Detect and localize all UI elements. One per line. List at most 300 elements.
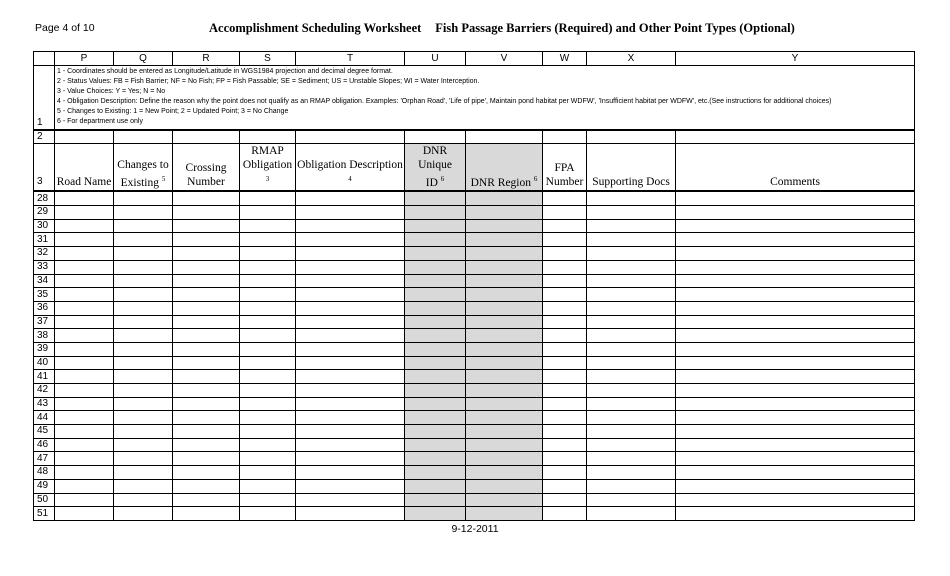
cell[interactable]: [543, 397, 587, 411]
cell[interactable]: [405, 452, 466, 466]
cell[interactable]: [240, 274, 296, 288]
cell[interactable]: [114, 438, 173, 452]
cell[interactable]: [55, 219, 114, 233]
cell[interactable]: [587, 288, 676, 302]
cell[interactable]: [173, 342, 240, 356]
cell[interactable]: [543, 233, 587, 247]
cell[interactable]: [405, 288, 466, 302]
row-number[interactable]: 47: [34, 452, 55, 466]
row-number[interactable]: 41: [34, 370, 55, 384]
cell[interactable]: [240, 301, 296, 315]
cell[interactable]: [114, 191, 173, 205]
row-number[interactable]: 3: [34, 143, 55, 191]
cell[interactable]: [405, 438, 466, 452]
cell[interactable]: [676, 452, 915, 466]
cell[interactable]: [676, 356, 915, 370]
cell[interactable]: [296, 274, 405, 288]
cell[interactable]: [405, 274, 466, 288]
cell[interactable]: [543, 356, 587, 370]
cell[interactable]: [587, 247, 676, 261]
cell[interactable]: [240, 191, 296, 205]
cell[interactable]: [173, 130, 240, 144]
cell[interactable]: [466, 191, 543, 205]
cell[interactable]: [114, 315, 173, 329]
cell[interactable]: [405, 342, 466, 356]
cell[interactable]: [173, 397, 240, 411]
cell[interactable]: [587, 452, 676, 466]
cell[interactable]: [587, 384, 676, 398]
footnote-ref: 6: [440, 174, 445, 183]
cell[interactable]: [296, 219, 405, 233]
cell[interactable]: [296, 342, 405, 356]
cell[interactable]: [55, 342, 114, 356]
cell[interactable]: [543, 479, 587, 493]
cell[interactable]: [173, 260, 240, 274]
cell[interactable]: [296, 466, 405, 480]
cell[interactable]: [466, 397, 543, 411]
row-number[interactable]: 2: [34, 130, 55, 144]
cell[interactable]: [676, 411, 915, 425]
cell[interactable]: [296, 370, 405, 384]
cell[interactable]: [587, 356, 676, 370]
row-number[interactable]: 34: [34, 274, 55, 288]
cell[interactable]: [587, 425, 676, 439]
cell[interactable]: [240, 452, 296, 466]
cell[interactable]: [55, 384, 114, 398]
row-number[interactable]: 35: [34, 288, 55, 302]
cell[interactable]: [173, 356, 240, 370]
cell[interactable]: [296, 288, 405, 302]
cell[interactable]: [173, 329, 240, 343]
cell[interactable]: [55, 233, 114, 247]
cell[interactable]: [543, 493, 587, 507]
cell[interactable]: [55, 315, 114, 329]
cell[interactable]: [587, 274, 676, 288]
cell[interactable]: [543, 288, 587, 302]
cell[interactable]: [114, 301, 173, 315]
column-letter[interactable]: R: [173, 52, 240, 66]
cell[interactable]: [466, 493, 543, 507]
cell[interactable]: [587, 219, 676, 233]
header-fpa-number[interactable]: [543, 143, 587, 191]
header-obligation-description[interactable]: [296, 143, 405, 191]
cell[interactable]: [240, 507, 296, 521]
cell[interactable]: [55, 288, 114, 302]
cell[interactable]: [466, 260, 543, 274]
cell[interactable]: [676, 130, 915, 144]
cell[interactable]: [240, 493, 296, 507]
cell[interactable]: [55, 329, 114, 343]
cell[interactable]: [676, 425, 915, 439]
cell[interactable]: [173, 247, 240, 261]
cell[interactable]: [587, 191, 676, 205]
cell[interactable]: [55, 411, 114, 425]
cell[interactable]: [114, 329, 173, 343]
header-crossing-number[interactable]: [173, 143, 240, 191]
cell[interactable]: [173, 493, 240, 507]
cell[interactable]: [587, 466, 676, 480]
cell[interactable]: [676, 370, 915, 384]
cell[interactable]: [466, 315, 543, 329]
cell[interactable]: [676, 288, 915, 302]
row-number[interactable]: 40: [34, 356, 55, 370]
cell[interactable]: [676, 247, 915, 261]
cell[interactable]: [466, 130, 543, 144]
cell[interactable]: [55, 438, 114, 452]
cell[interactable]: [55, 260, 114, 274]
cell[interactable]: [296, 425, 405, 439]
cell[interactable]: [55, 130, 114, 144]
cell[interactable]: [543, 384, 587, 398]
cell[interactable]: [405, 384, 466, 398]
cell[interactable]: [466, 356, 543, 370]
cell[interactable]: [676, 206, 915, 220]
cell[interactable]: [296, 397, 405, 411]
cell[interactable]: [587, 370, 676, 384]
cell[interactable]: [173, 384, 240, 398]
cell[interactable]: [240, 397, 296, 411]
header-supporting-docs[interactable]: [587, 143, 676, 191]
row-number[interactable]: 43: [34, 397, 55, 411]
cell[interactable]: [296, 493, 405, 507]
column-letter[interactable]: T: [296, 52, 405, 66]
cell[interactable]: [405, 411, 466, 425]
cell[interactable]: [466, 411, 543, 425]
cell[interactable]: [114, 384, 173, 398]
cell[interactable]: [587, 329, 676, 343]
cell[interactable]: [405, 191, 466, 205]
cell[interactable]: [587, 233, 676, 247]
cell[interactable]: [55, 191, 114, 205]
cell[interactable]: [543, 219, 587, 233]
cell[interactable]: [676, 315, 915, 329]
cell[interactable]: [114, 342, 173, 356]
notes-cell[interactable]: [55, 66, 915, 130]
cell[interactable]: [240, 130, 296, 144]
cell[interactable]: [405, 466, 466, 480]
cell[interactable]: [296, 301, 405, 315]
column-letter[interactable]: Q: [114, 52, 173, 66]
cell[interactable]: [676, 479, 915, 493]
cell[interactable]: [466, 479, 543, 493]
cell[interactable]: [173, 370, 240, 384]
cell[interactable]: [543, 411, 587, 425]
cell[interactable]: [676, 438, 915, 452]
cell[interactable]: [405, 425, 466, 439]
row-number[interactable]: 39: [34, 342, 55, 356]
cell[interactable]: [466, 466, 543, 480]
cell[interactable]: [466, 370, 543, 384]
cell[interactable]: [405, 493, 466, 507]
cell[interactable]: [173, 479, 240, 493]
cell[interactable]: [55, 425, 114, 439]
cell[interactable]: [405, 356, 466, 370]
cell[interactable]: [587, 260, 676, 274]
cell[interactable]: [173, 274, 240, 288]
cell[interactable]: [114, 479, 173, 493]
row-number[interactable]: 38: [34, 329, 55, 343]
cell[interactable]: [114, 130, 173, 144]
cell[interactable]: [543, 206, 587, 220]
cell[interactable]: [543, 315, 587, 329]
cell[interactable]: [296, 438, 405, 452]
cell[interactable]: [173, 219, 240, 233]
cell[interactable]: [296, 329, 405, 343]
header-road-name[interactable]: [55, 143, 114, 191]
cell[interactable]: [543, 260, 587, 274]
row-number[interactable]: 49: [34, 479, 55, 493]
cell[interactable]: [173, 425, 240, 439]
cell[interactable]: [543, 247, 587, 261]
column-letter[interactable]: V: [466, 52, 543, 66]
cell[interactable]: [543, 466, 587, 480]
cell[interactable]: [55, 206, 114, 220]
cell[interactable]: [587, 397, 676, 411]
cell[interactable]: [405, 329, 466, 343]
cell[interactable]: [114, 493, 173, 507]
cell[interactable]: [114, 247, 173, 261]
column-letter[interactable]: P: [55, 52, 114, 66]
cell[interactable]: [173, 466, 240, 480]
cell[interactable]: [114, 452, 173, 466]
cell[interactable]: [543, 329, 587, 343]
cell[interactable]: [114, 397, 173, 411]
cell[interactable]: [55, 397, 114, 411]
cell[interactable]: [587, 130, 676, 144]
cell[interactable]: [240, 219, 296, 233]
cell[interactable]: [466, 301, 543, 315]
cell[interactable]: [587, 493, 676, 507]
row-number[interactable]: 33: [34, 260, 55, 274]
cell[interactable]: [466, 438, 543, 452]
cell[interactable]: [543, 130, 587, 144]
cell[interactable]: [466, 342, 543, 356]
cell[interactable]: [173, 301, 240, 315]
cell[interactable]: [676, 384, 915, 398]
cell[interactable]: [240, 370, 296, 384]
cell[interactable]: [296, 356, 405, 370]
cell[interactable]: [466, 507, 543, 521]
cell[interactable]: [114, 260, 173, 274]
cell[interactable]: [543, 425, 587, 439]
cell[interactable]: [240, 206, 296, 220]
cell[interactable]: [114, 370, 173, 384]
row-number[interactable]: 1: [34, 66, 55, 130]
cell[interactable]: [676, 219, 915, 233]
cell[interactable]: [173, 315, 240, 329]
row-number[interactable]: 36: [34, 301, 55, 315]
cell[interactable]: [296, 247, 405, 261]
cell[interactable]: [466, 274, 543, 288]
cell[interactable]: [405, 397, 466, 411]
cell[interactable]: [240, 411, 296, 425]
cell[interactable]: [114, 411, 173, 425]
cell[interactable]: [114, 288, 173, 302]
row-number[interactable]: 50: [34, 493, 55, 507]
cell[interactable]: [405, 130, 466, 144]
row-number[interactable]: 46: [34, 438, 55, 452]
cell[interactable]: [543, 438, 587, 452]
cell[interactable]: [587, 479, 676, 493]
cell[interactable]: [114, 425, 173, 439]
cell[interactable]: [173, 452, 240, 466]
cell[interactable]: [405, 260, 466, 274]
row-number[interactable]: 28: [34, 191, 55, 205]
cell[interactable]: [114, 219, 173, 233]
cell[interactable]: [587, 315, 676, 329]
column-letter[interactable]: X: [587, 52, 676, 66]
cell[interactable]: [114, 466, 173, 480]
cell[interactable]: [676, 191, 915, 205]
cell[interactable]: [114, 274, 173, 288]
cell[interactable]: [543, 452, 587, 466]
header-dnr-unique-id[interactable]: [405, 143, 466, 191]
column-letter[interactable]: S: [240, 52, 296, 66]
cell[interactable]: [676, 301, 915, 315]
cell[interactable]: [173, 507, 240, 521]
cell[interactable]: [296, 206, 405, 220]
cell[interactable]: [240, 479, 296, 493]
row-number[interactable]: 29: [34, 206, 55, 220]
cell[interactable]: [676, 507, 915, 521]
cell[interactable]: [405, 233, 466, 247]
row-number[interactable]: 32: [34, 247, 55, 261]
cell[interactable]: [296, 384, 405, 398]
cell[interactable]: [114, 233, 173, 247]
cell[interactable]: [55, 301, 114, 315]
cell[interactable]: [587, 411, 676, 425]
cell[interactable]: [55, 370, 114, 384]
cell[interactable]: [55, 479, 114, 493]
cell[interactable]: [543, 370, 587, 384]
cell[interactable]: [405, 315, 466, 329]
cell[interactable]: [676, 233, 915, 247]
row-number[interactable]: 44: [34, 411, 55, 425]
cell[interactable]: [676, 329, 915, 343]
cell[interactable]: [240, 356, 296, 370]
cell[interactable]: [296, 315, 405, 329]
header-changes-to-existing[interactable]: [114, 143, 173, 191]
row-number[interactable]: 42: [34, 384, 55, 398]
cell[interactable]: [173, 438, 240, 452]
cell[interactable]: [405, 370, 466, 384]
cell[interactable]: [543, 274, 587, 288]
cell[interactable]: [405, 219, 466, 233]
cell[interactable]: [466, 233, 543, 247]
cell[interactable]: [466, 425, 543, 439]
cell[interactable]: [466, 206, 543, 220]
cell[interactable]: [173, 288, 240, 302]
column-letter[interactable]: W: [543, 52, 587, 66]
cell[interactable]: [587, 507, 676, 521]
cell[interactable]: [676, 342, 915, 356]
cell[interactable]: [240, 288, 296, 302]
cell[interactable]: [55, 466, 114, 480]
cell[interactable]: [466, 384, 543, 398]
cell[interactable]: [240, 233, 296, 247]
cell[interactable]: [114, 507, 173, 521]
cell[interactable]: [466, 219, 543, 233]
cell[interactable]: [587, 301, 676, 315]
cell[interactable]: [676, 260, 915, 274]
cell[interactable]: [173, 191, 240, 205]
header-rmap-obligation[interactable]: [240, 143, 296, 191]
row-number[interactable]: 45: [34, 425, 55, 439]
cell[interactable]: [173, 233, 240, 247]
cell[interactable]: [114, 356, 173, 370]
cell[interactable]: [296, 191, 405, 205]
cell[interactable]: [405, 479, 466, 493]
cell[interactable]: [676, 466, 915, 480]
cell[interactable]: [405, 301, 466, 315]
cell[interactable]: [55, 507, 114, 521]
cell[interactable]: [240, 384, 296, 398]
cell[interactable]: [240, 425, 296, 439]
cell[interactable]: [466, 452, 543, 466]
cell[interactable]: [587, 206, 676, 220]
cell[interactable]: [296, 452, 405, 466]
header-comments[interactable]: [676, 143, 915, 191]
header-dnr-region[interactable]: [466, 143, 543, 191]
cell[interactable]: [296, 507, 405, 521]
cell[interactable]: [173, 206, 240, 220]
cell[interactable]: [240, 466, 296, 480]
cell[interactable]: [676, 493, 915, 507]
cell[interactable]: [296, 479, 405, 493]
cell[interactable]: [296, 130, 405, 144]
cell[interactable]: [240, 315, 296, 329]
cell[interactable]: [296, 233, 405, 247]
cell[interactable]: [405, 507, 466, 521]
cell[interactable]: [55, 247, 114, 261]
cell[interactable]: [55, 356, 114, 370]
cell[interactable]: [587, 438, 676, 452]
cell[interactable]: [543, 342, 587, 356]
cell[interactable]: [240, 260, 296, 274]
cell[interactable]: [296, 411, 405, 425]
cell[interactable]: [114, 206, 173, 220]
cell[interactable]: [543, 301, 587, 315]
cell[interactable]: [55, 493, 114, 507]
cell[interactable]: [240, 329, 296, 343]
cell[interactable]: [240, 438, 296, 452]
cell[interactable]: [405, 247, 466, 261]
cell[interactable]: [676, 397, 915, 411]
cell[interactable]: [543, 507, 587, 521]
cell[interactable]: [173, 411, 240, 425]
cell[interactable]: [466, 247, 543, 261]
cell[interactable]: [55, 452, 114, 466]
cell[interactable]: [296, 260, 405, 274]
cell[interactable]: [240, 247, 296, 261]
worksheet-table: [33, 51, 915, 521]
row-number[interactable]: 51: [34, 507, 55, 521]
row-number[interactable]: 30: [34, 219, 55, 233]
cell[interactable]: [676, 274, 915, 288]
column-letter[interactable]: Y: [676, 52, 915, 66]
cell[interactable]: [55, 274, 114, 288]
cell[interactable]: [587, 342, 676, 356]
column-letter[interactable]: U: [405, 52, 466, 66]
row-number[interactable]: 31: [34, 233, 55, 247]
cell[interactable]: [543, 191, 587, 205]
cell[interactable]: [466, 288, 543, 302]
cell[interactable]: [466, 329, 543, 343]
cell[interactable]: [240, 342, 296, 356]
row-number[interactable]: 37: [34, 315, 55, 329]
cell[interactable]: [405, 206, 466, 220]
row-number[interactable]: 48: [34, 466, 55, 480]
